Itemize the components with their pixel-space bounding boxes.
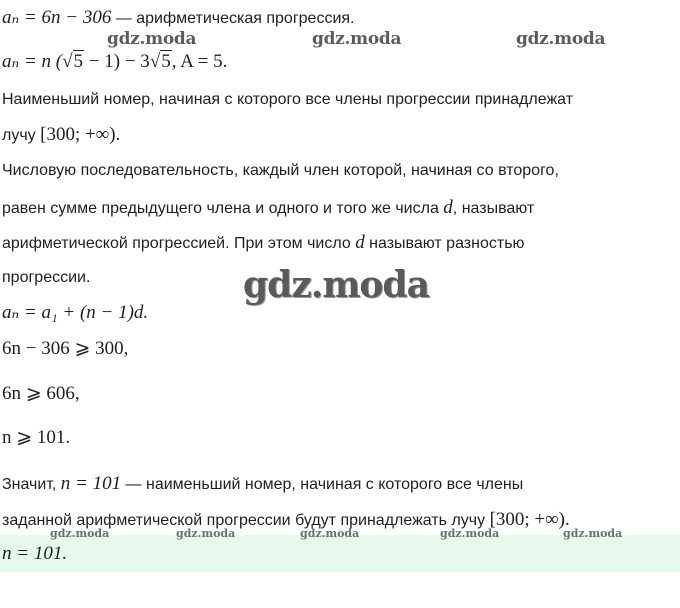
paragraph-line: прогрессии. — [2, 269, 91, 286]
text: лучу — [2, 127, 41, 144]
watermark-large: gdz.moda — [243, 264, 429, 306]
text: заданной арифметической прогрессии будут принадлежать лучу — [2, 512, 490, 529]
inequality: 6n ⩾ 606, — [2, 383, 80, 404]
watermark: gdz.moda — [50, 527, 110, 540]
interval: [300; +∞). — [40, 124, 121, 145]
inequality: n ⩾ 101. — [2, 427, 71, 448]
inequality: 6n − 306 ⩾ 300, — [2, 338, 129, 359]
text: , называют — [452, 200, 535, 217]
paragraph-line: Числовую последовательность, каждый член которой, начиная со второго, — [2, 162, 559, 179]
conclusion-line — [2, 473, 523, 495]
watermark: gdz.moda — [300, 527, 360, 540]
paragraph-line — [2, 124, 120, 146]
sqrt-symbol: √5 — [149, 51, 171, 72]
paragraph-line: Наименьший номер, начиная с которого все члены прогрессии принадлежат — [2, 91, 574, 108]
watermark: gdz.moda — [516, 29, 606, 49]
formula: n = 101 — [60, 473, 122, 494]
watermark: gdz.moda — [176, 527, 236, 540]
radicand: 5 — [73, 51, 84, 72]
progression-definition — [2, 6, 355, 29]
radicand: 5 — [161, 51, 171, 72]
watermark: gdz.moda — [440, 527, 500, 540]
paragraph-line — [2, 232, 525, 254]
sqrt-symbol: √5 — [62, 51, 84, 72]
text: — наименьший номер, начиная с которого все члены — [121, 476, 524, 493]
watermark: gdz.moda — [312, 29, 402, 49]
text: равен сумме предыдущего члена и одного и того же числа — [2, 200, 444, 217]
text: Значит, — [2, 476, 61, 493]
formula: aₙ = 6n − 306 — [2, 7, 112, 28]
paragraph-line — [2, 197, 534, 219]
watermark: gdz.moda — [563, 527, 623, 540]
formula-part: aₙ = n ( — [2, 51, 63, 72]
variable: d — [355, 232, 365, 253]
text: арифметической прогрессией. При этом число — [2, 235, 356, 252]
answer-highlight — [0, 535, 680, 572]
formula: aₙ = a₁ + (n − 1)d. — [2, 302, 149, 323]
variable: d — [443, 197, 453, 218]
conclusion-line — [2, 509, 570, 531]
formula-part: , A = 5. — [171, 51, 228, 72]
formula-part: − 1) − 3 — [84, 51, 150, 72]
formula-with-roots — [2, 50, 227, 73]
interval: [300; +∞). — [489, 509, 570, 530]
watermark: gdz.moda — [107, 29, 197, 49]
text: называют разностью — [364, 235, 525, 252]
answer: n = 101. — [2, 543, 68, 564]
text: — арифметическая прогрессия. — [111, 10, 355, 27]
